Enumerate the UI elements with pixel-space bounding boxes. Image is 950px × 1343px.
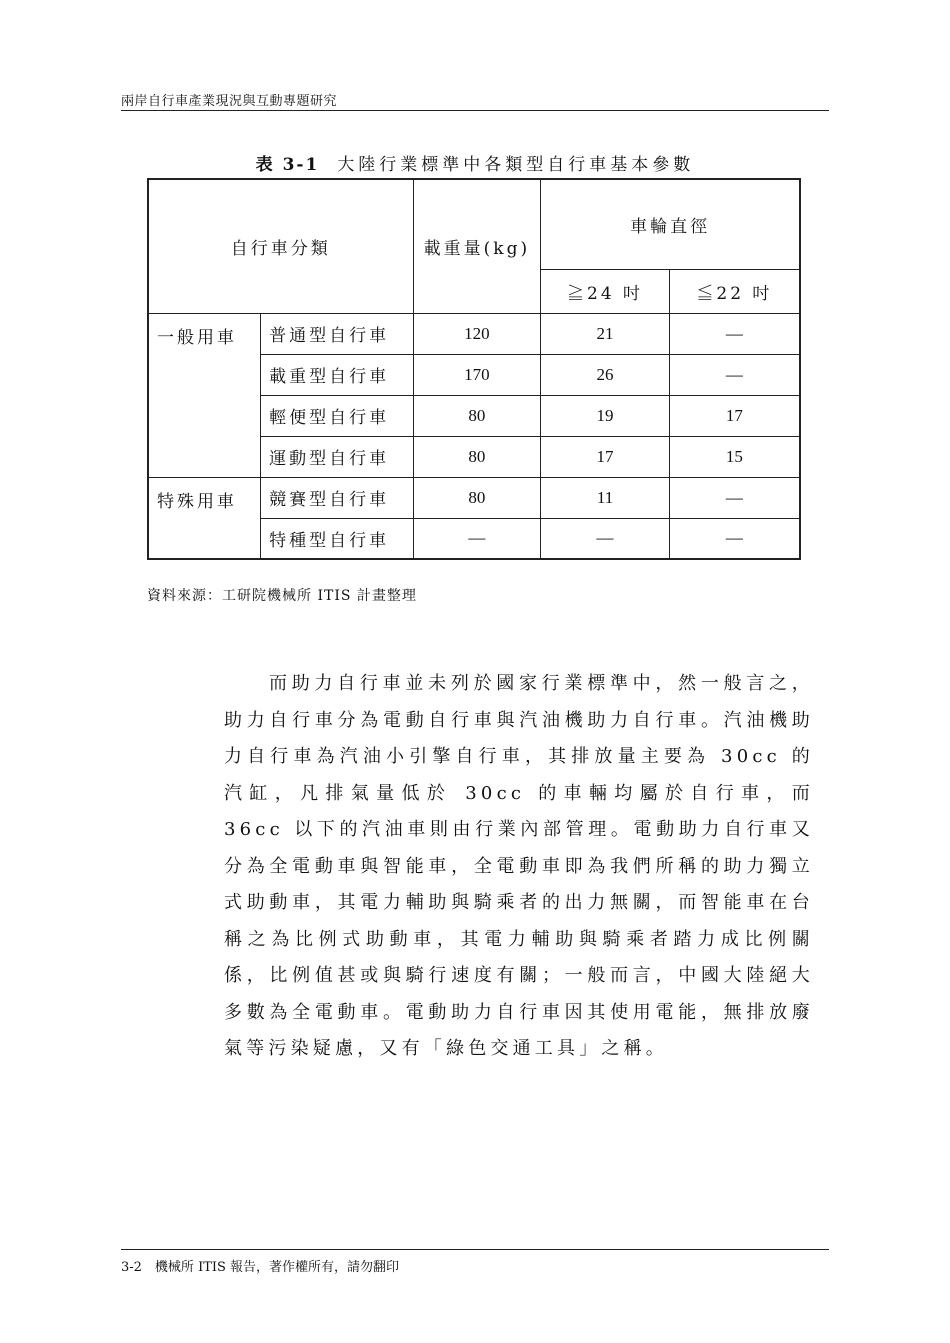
load-cell: 80 [413, 395, 541, 436]
table-title: 大陸行業標準中各類型自行車基本參數 [337, 155, 695, 175]
ge24-cell: 19 [541, 395, 670, 436]
load-cell: — [413, 518, 541, 559]
load-cell: 170 [413, 354, 541, 395]
header-classification: 自行車分類 [148, 179, 413, 313]
type-cell: 特種型自行車 [261, 518, 413, 559]
footer-rule [121, 1249, 829, 1250]
load-cell: 80 [413, 477, 541, 518]
header-load: 載重量(kg) [413, 179, 541, 313]
le22-cell: — [669, 518, 800, 559]
le22-cell: — [669, 477, 800, 518]
header-wheel-diameter: 車輪直徑 [541, 179, 800, 269]
type-cell: 輕便型自行車 [261, 395, 413, 436]
le22-cell: 17 [669, 395, 800, 436]
table-number: 表 3-1 [255, 155, 320, 175]
le22-cell: — [669, 354, 800, 395]
header-wheel-ge24: ≧24 吋 [541, 269, 670, 313]
ge24-cell: 21 [541, 313, 670, 354]
table-caption [0, 150, 950, 175]
load-cell: 80 [413, 436, 541, 477]
type-cell: 競賽型自行車 [261, 477, 413, 518]
group-general: 一般用車 [148, 313, 261, 477]
table-source-note: 資料來源：工研院機械所 ITIS 計畫整理 [147, 588, 417, 604]
le22-cell: — [669, 313, 800, 354]
load-cell: 120 [413, 313, 541, 354]
header-rule [121, 110, 829, 111]
table-row [148, 313, 800, 354]
header-wheel-le22: ≦22 吋 [669, 269, 800, 313]
ge24-cell: — [541, 518, 670, 559]
body-paragraph: 而助力自行車並未列於國家行業標準中，然一般言之，助力自行車分為電動自行車與汽油機助力自行車。汽油機助力自行車為汽油小引擎自行車，其排放量主要為 30cc 的汽缸，凡排氣量低於 30cc 的車輛均屬於自行車，而 36cc 以下的汽油車則由行業內部管理。電動助力自行車又分為全電動車與智能車，全電動車即為我們所稱的助力獨立式助動車，其電力輔助與騎乘者的出力無關，而智能車在台稱之為比例式助動車，其電力輔助與騎乘者踏力成比例關係，比例值甚或與騎行速度有關；一般而言，中國大陸絕大多數為全電動車。電動助力自行車因其使用電能，無排放廢氣等污染疑慮，又有「綠色交通工具」之稱。 [224, 673, 814, 1059]
ge24-cell: 11 [541, 477, 670, 518]
type-cell: 運動型自行車 [261, 436, 413, 477]
group-special: 特殊用車 [148, 477, 261, 559]
footer-text: 3-2 機械所 ITIS 報告，著作權所有，請勿翻印 [121, 1260, 400, 1275]
type-cell: 普通型自行車 [261, 313, 413, 354]
table-row [148, 477, 800, 518]
le22-cell: 15 [669, 436, 800, 477]
running-header: 兩岸自行車產業現況與互動專題研究 [121, 94, 338, 109]
ge24-cell: 26 [541, 354, 670, 395]
type-cell: 載重型自行車 [261, 354, 413, 395]
bicycle-parameters-table [147, 178, 801, 560]
ge24-cell: 17 [541, 436, 670, 477]
